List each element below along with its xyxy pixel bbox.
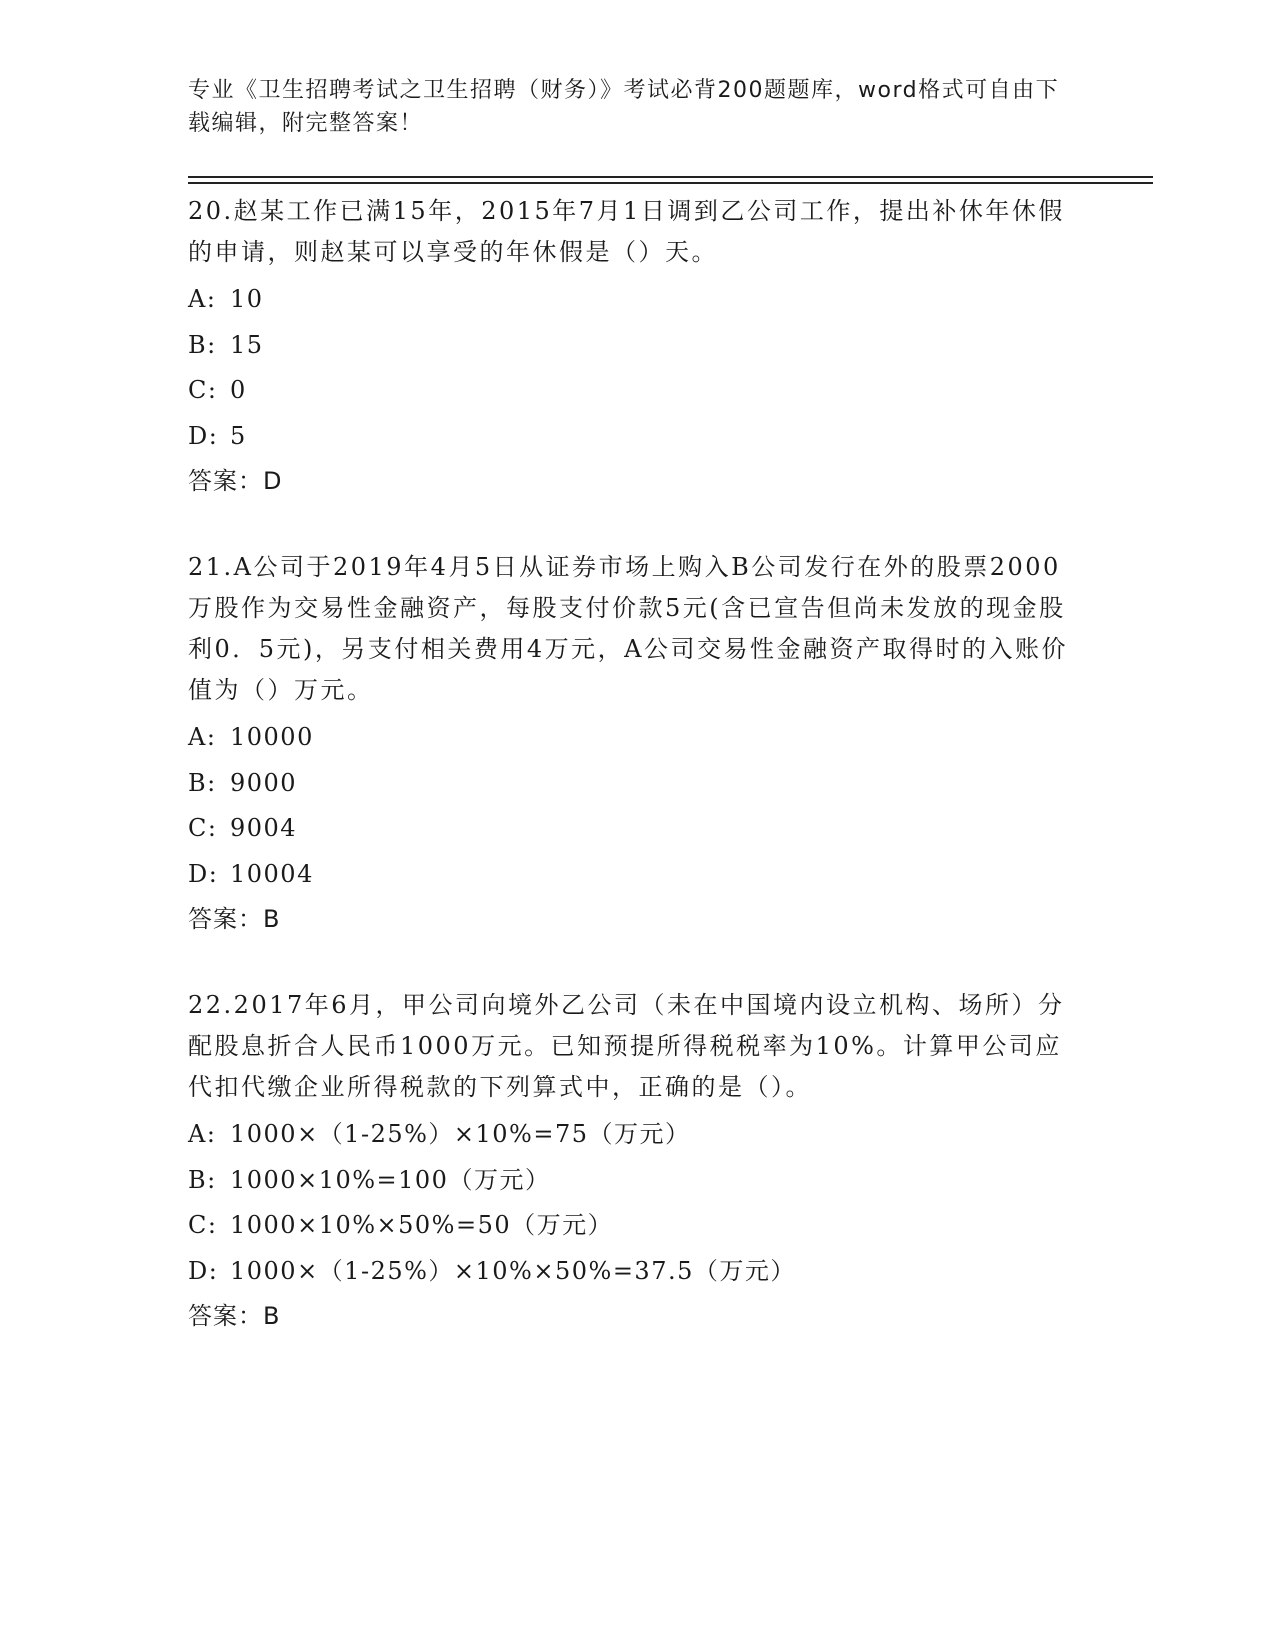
option-text: 10000 [230, 723, 314, 751]
option-text: 10 [230, 285, 264, 313]
answer-label: 答案：D [188, 467, 283, 495]
question-stem: 21.A公司于2019年4月5日从证券市场上购入B公司发行在外的股票2000万股作为交易性金融资产，每股支付价款5元(含已宣告但尚未发放的现金股利0．5元)，另支付相关费用4万元，A公司交易性金融资产取得时的入账价值为（）万元。 [188, 553, 1069, 704]
option-letter: C: [188, 1211, 218, 1239]
option-c [188, 806, 1088, 852]
option-letter: C: [188, 376, 218, 404]
option-letter: B: [188, 768, 217, 797]
option-letter: D: [188, 1256, 219, 1285]
option-text: 1000×10%×50%=50（万元） [230, 1211, 614, 1239]
option-a [188, 277, 1088, 323]
question-21 [188, 547, 1088, 942]
answer-label: 答案：B [188, 905, 281, 933]
option-d [188, 414, 1088, 460]
question-20 [188, 191, 1088, 504]
option-letter: B: [188, 1165, 217, 1194]
option-letter: A: [188, 285, 217, 313]
question-22 [188, 985, 1088, 1339]
option-text: 1000×（1-25%）×10%=75（万元） [230, 1120, 691, 1148]
option-b [188, 323, 1088, 369]
option-letter: D: [188, 859, 219, 888]
option-letter: A: [188, 1120, 217, 1148]
option-text: 9004 [230, 814, 298, 842]
question-list [188, 191, 1088, 1382]
option-text: 9000 [230, 768, 298, 797]
option-b [188, 761, 1088, 807]
option-text: 10004 [230, 859, 314, 888]
option-text: 1000×10%=100（万元） [230, 1165, 551, 1194]
option-c [188, 1203, 1088, 1249]
header-divider-bottom [188, 182, 1153, 184]
option-d [188, 852, 1088, 898]
answer-label: 答案：B [188, 1302, 281, 1330]
option-c [188, 368, 1088, 414]
option-letter: A: [188, 723, 217, 751]
header-divider-top [188, 176, 1153, 178]
option-text: 5 [230, 421, 247, 450]
option-text: 15 [230, 330, 264, 359]
option-letter: D: [188, 421, 219, 450]
option-b [188, 1158, 1088, 1204]
option-letter: B: [188, 330, 217, 359]
option-text: 0 [230, 376, 247, 404]
option-text: 1000×（1-25%）×10%×50%=37.5（万元） [230, 1256, 796, 1285]
option-d [188, 1249, 1088, 1295]
question-stem: 20.赵某工作已满15年，2015年7月1日调到乙公司工作，提出补休年休假的申请，则赵某可以享受的年休假是（）天。 [188, 197, 1065, 266]
option-a [188, 1112, 1088, 1158]
document-header: 专业《卫生招聘考试之卫生招聘（财务）》考试必背200题题库，word格式可自由下载编辑，附完整答案！ [188, 78, 1060, 136]
option-letter: C: [188, 814, 218, 842]
option-a [188, 715, 1088, 761]
question-stem: 22.2017年6月，甲公司向境外乙公司（未在中国境内设立机构、场所）分配股息折合人民币1000万元。已知预提所得税税率为10%。计算甲公司应代扣代缴企业所得税款的下列算式中，正确的是（）。 [188, 991, 1065, 1101]
